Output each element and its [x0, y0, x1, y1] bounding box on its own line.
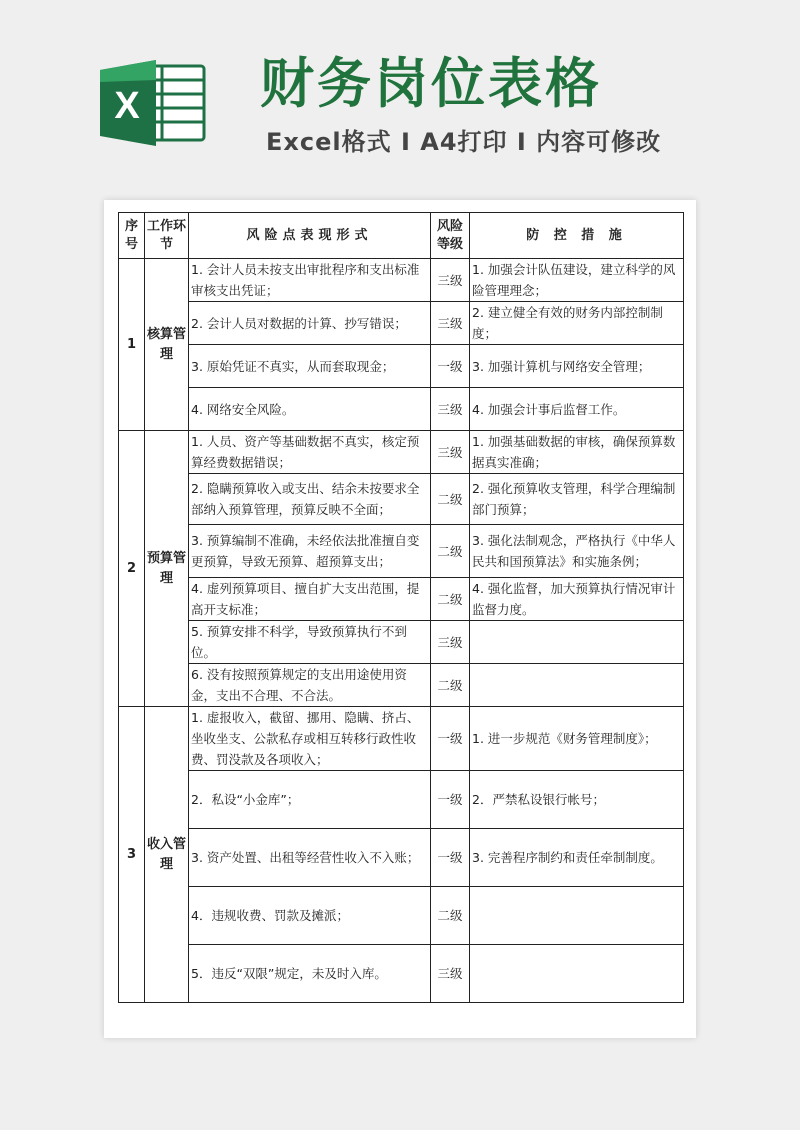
header-stage: 工作环节: [145, 213, 189, 259]
table-row: [119, 525, 684, 578]
cell-control: 3. 强化法制观念，严格执行《中华人民共和国预算法》和实施条例；: [470, 525, 684, 578]
cell-risk: 4. 网络安全风险。: [189, 388, 431, 431]
cell-risk: 5. 预算安排不科学，导致预算执行不到位。: [189, 621, 431, 664]
cell-level: 三级: [431, 621, 470, 664]
cell-level: 一级: [431, 829, 470, 887]
header-level: 风险等级: [431, 213, 470, 259]
table-row: [119, 302, 684, 345]
table-row: [119, 771, 684, 829]
cell-level: 二级: [431, 664, 470, 707]
cell-control: [470, 945, 684, 1003]
cell-risk: 1. 会计人员未按支出审批程序和支出标准审核支出凭证；: [189, 259, 431, 302]
cell-risk: 3. 原始凭证不真实，从而套取现金；: [189, 345, 431, 388]
cell-control: 1. 进一步规范《财务管理制度》；: [470, 707, 684, 771]
cell-level: 二级: [431, 887, 470, 945]
cell-risk: 4. 虚列预算项目、擅自扩大支出范围，提高开支标准；: [189, 578, 431, 621]
cell-risk: 2. 会计人员对数据的计算、抄写错误；: [189, 302, 431, 345]
cell-control: 4. 加强会计事后监督工作。: [470, 388, 684, 431]
cell-control: 1. 加强基础数据的审核，确保预算数据真实准确；: [470, 431, 684, 474]
table-row: [119, 664, 684, 707]
document-sheet: [104, 200, 696, 1038]
table-row: [119, 431, 684, 474]
cell-level: 一级: [431, 345, 470, 388]
cell-seq: 2: [119, 431, 145, 707]
cell-control: 4. 强化监督，加大预算执行情况审计监督力度。: [470, 578, 684, 621]
cell-level: 三级: [431, 259, 470, 302]
table-row: [119, 829, 684, 887]
cell-risk: 1. 虚报收入，截留、挪用、隐瞒、挤占、坐收坐支、公款私存或相互转移行政性收费、罚没款及各项收入；: [189, 707, 431, 771]
cell-level: 三级: [431, 431, 470, 474]
header-seq: 序号: [119, 213, 145, 259]
table-row: [119, 345, 684, 388]
excel-logo-icon: [100, 60, 206, 146]
table-row: [119, 388, 684, 431]
cell-control: 2. 建立健全有效的财务内部控制制度；: [470, 302, 684, 345]
cell-level: 二级: [431, 525, 470, 578]
cell-stage: 核算管理: [145, 259, 189, 431]
table-row: [119, 578, 684, 621]
table-row: [119, 707, 684, 771]
cell-control: [470, 621, 684, 664]
cell-risk: 4．违规收费、罚款及摊派；: [189, 887, 431, 945]
cell-control: 2．严禁私设银行帐号；: [470, 771, 684, 829]
cell-risk: 6. 没有按照预算规定的支出用途使用资金，支出不合理、不合法。: [189, 664, 431, 707]
table-row: [119, 945, 684, 1003]
cell-control: [470, 664, 684, 707]
cell-control: [470, 887, 684, 945]
cell-control: 1. 加强会计队伍建设，建立科学的风险管理理念；: [470, 259, 684, 302]
table-header-row: [119, 213, 684, 259]
page-title: 财务岗位表格: [260, 52, 602, 115]
svg-text:X: X: [114, 85, 140, 127]
cell-level: 一级: [431, 771, 470, 829]
cell-level: 三级: [431, 302, 470, 345]
header-risk: 风险点表现形式: [189, 213, 431, 259]
cell-level: 一级: [431, 707, 470, 771]
cell-level: 二级: [431, 578, 470, 621]
header-control: 防 控 措 施: [470, 213, 684, 259]
cell-level: 二级: [431, 474, 470, 525]
cell-seq: 3: [119, 707, 145, 1003]
cell-risk: 1. 人员、资产等基础数据不真实，核定预算经费数据错误；: [189, 431, 431, 474]
table-row: [119, 474, 684, 525]
table-body: [119, 259, 684, 1003]
cell-risk: 5．违反“双限”规定，未及时入库。: [189, 945, 431, 1003]
table-row: [119, 259, 684, 302]
cell-seq: 1: [119, 259, 145, 431]
cell-stage: 收入管理: [145, 707, 189, 1003]
cell-control: 3. 完善程序制约和责任牵制制度。: [470, 829, 684, 887]
cell-control: 2. 强化预算收支管理，科学合理编制部门预算；: [470, 474, 684, 525]
cell-risk: 2．私设“小金库”；: [189, 771, 431, 829]
cell-control: 3. 加强计算机与网络安全管理；: [470, 345, 684, 388]
cell-risk: 3. 资产处置、出租等经营性收入不入账；: [189, 829, 431, 887]
cell-risk: 2. 隐瞒预算收入或支出、结余未按要求全部纳入预算管理，预算反映不全面；: [189, 474, 431, 525]
table-row: [119, 621, 684, 664]
cell-level: 三级: [431, 945, 470, 1003]
table-row: [119, 887, 684, 945]
cell-risk: 3. 预算编制不准确，未经依法批准擅自变更预算，导致无预算、超预算支出；: [189, 525, 431, 578]
page-subtitle: Excel格式 I A4打印 I 内容可修改: [266, 128, 662, 156]
risk-table: [118, 212, 684, 1003]
cell-level: 三级: [431, 388, 470, 431]
banner: [0, 0, 800, 200]
cell-stage: 预算管理: [145, 431, 189, 707]
